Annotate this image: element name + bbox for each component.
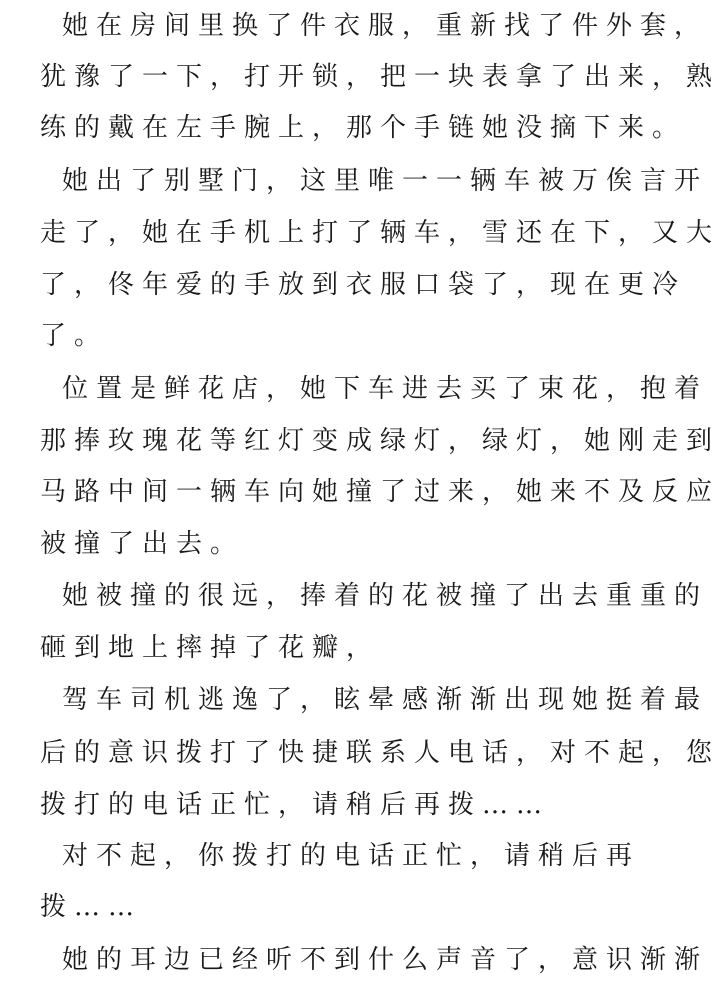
text-line: 她的耳边已经听不到什么声音了，意识渐渐 <box>62 945 709 975</box>
text-line: 她在房间里换了件衣服，重新找了件外套， <box>62 11 709 41</box>
text-line: 对不起，你拨打的电话正忙，请稍后再 <box>62 841 641 871</box>
text-line: 她被撞的很远，捧着的花被撞了出去重重的 <box>62 581 709 611</box>
text-line: 被撞了出去。 <box>40 529 245 559</box>
text-line: 拨打的电话正忙，请稍后再拨…… <box>40 790 551 820</box>
text-line: 走了，她在手机上打了辆车，雪还在下，又大 <box>40 218 720 248</box>
text-line: 位置是鲜花店，她下车进去买了束花，抱着 <box>62 374 709 404</box>
text-line: 拨…… <box>40 892 143 922</box>
text-line: 她出了别墅门，这里唯一一辆车被万俟言开 <box>62 166 709 196</box>
text-line: 练的戴在左手腕上，那个手链她没摘下来。 <box>40 113 687 143</box>
text-line: 了，佟年爱的手放到衣服口袋了，现在更冷 <box>40 270 687 300</box>
text-line: 那捧玫瑰花等红灯变成绿灯，绿灯，她刚走到 <box>40 426 720 456</box>
text-line: 后的意识拨打了快捷联系人电话，对不起，您 <box>40 738 720 768</box>
text-line: 犹豫了一下，打开锁，把一块表拿了出来，熟 <box>40 62 720 92</box>
text-line: 马路中间一辆车向她撞了过来，她来不及反应 <box>40 477 720 507</box>
text-line: 了。 <box>40 321 109 351</box>
text-line: 驾车司机逃逸了，眩晕感渐渐出现她挺着最 <box>62 685 709 715</box>
text-line: 砸到地上摔掉了花瓣， <box>40 633 381 663</box>
